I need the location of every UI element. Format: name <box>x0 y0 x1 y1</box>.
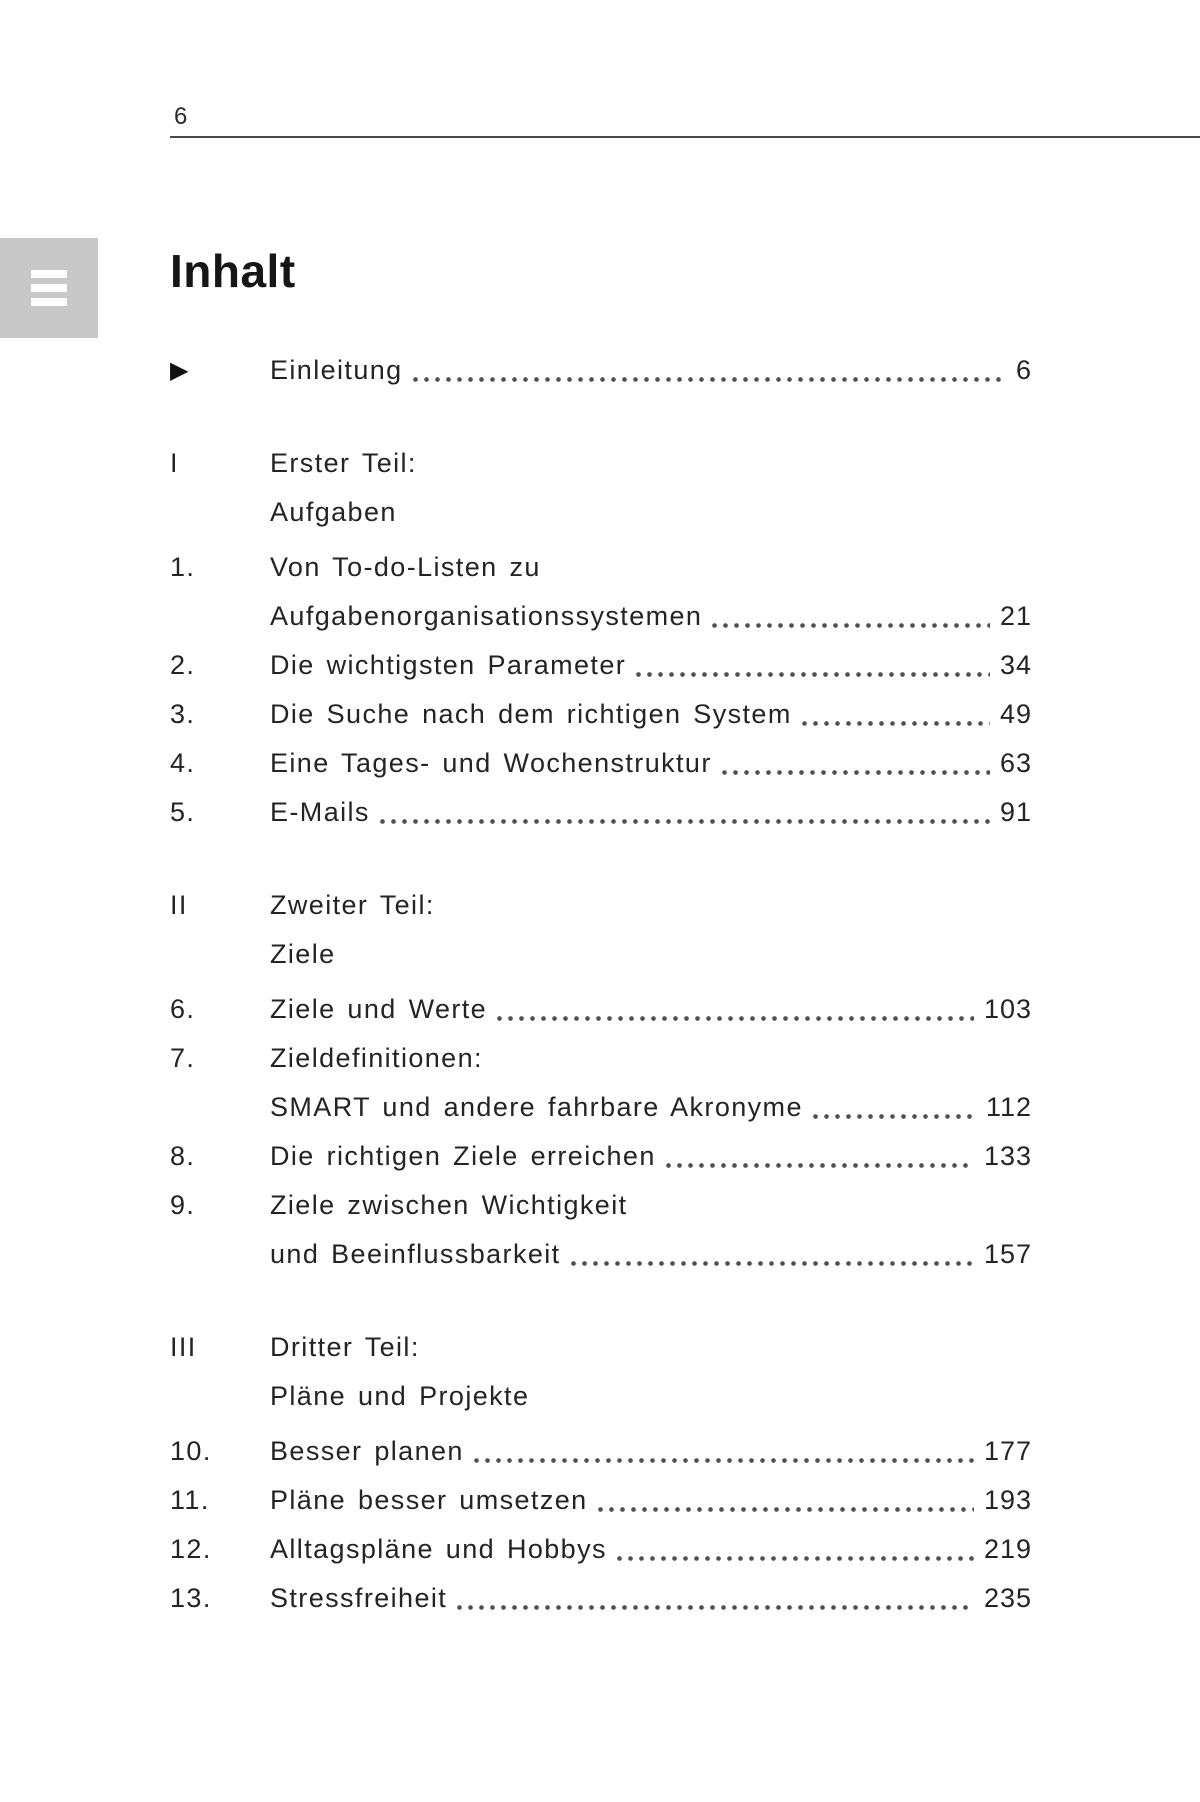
dotted-leader <box>712 739 1000 788</box>
entry-line <box>270 346 1032 395</box>
entry-line <box>270 1181 1032 1230</box>
entry-marker: III <box>170 1332 197 1362</box>
dotted-leader <box>607 1525 984 1574</box>
entry-title: Alltagspläne und Hobbys <box>270 1534 607 1564</box>
dotted-leader <box>626 641 1000 690</box>
folio-rule <box>170 136 1200 138</box>
entry-content <box>270 1132 1032 1181</box>
entry-title: Ziele zwischen Wichtigkeit <box>270 1190 628 1220</box>
entry-content <box>270 439 1032 537</box>
entry-marker: 12. <box>170 1534 212 1564</box>
entry-page-number: 193 <box>983 1485 1032 1515</box>
entry-title: SMART und andere fahrbare Akronyme <box>270 1092 803 1122</box>
toc-entry <box>170 543 1032 641</box>
toc-entry <box>170 1427 1032 1476</box>
triangle-bullet-icon: ▶ <box>170 356 190 384</box>
toc-entry <box>170 641 1032 690</box>
entry-content <box>270 1323 1032 1421</box>
entry-line <box>270 1230 1032 1279</box>
entry-line <box>270 1525 1032 1574</box>
entry-content <box>270 985 1032 1034</box>
toc-entry <box>170 439 1032 537</box>
entry-page-number: 177 <box>983 1436 1032 1466</box>
entry-title: Ziele und Werte <box>270 994 488 1024</box>
entry-page-number: 34 <box>999 650 1032 680</box>
entry-title: Die Suche nach dem richtigen System <box>270 699 792 729</box>
dotted-leader <box>803 1083 986 1132</box>
dotted-leader <box>702 592 1000 641</box>
entry-page-number: 21 <box>999 601 1032 631</box>
entry-marker: I <box>170 448 179 478</box>
entry-content <box>270 690 1032 739</box>
entry-title: Pläne und Projekte <box>270 1381 530 1411</box>
entry-marker: 1. <box>170 552 196 582</box>
toc-entry <box>170 1132 1032 1181</box>
entry-line <box>270 1083 1032 1132</box>
entry-title: Aufgabenorganisationssystemen <box>270 601 703 631</box>
entry-marker: 4. <box>170 748 196 778</box>
toc-list <box>170 346 1032 1623</box>
entry-marker: 6. <box>170 994 196 1024</box>
entry-title: Die wichtigsten Parameter <box>270 650 627 680</box>
entry-line <box>270 1372 1032 1421</box>
entry-marker: 8. <box>170 1141 196 1171</box>
entry-line <box>270 439 1032 488</box>
entry-page-number: 219 <box>983 1534 1032 1564</box>
entry-line <box>270 788 1032 837</box>
entry-content <box>270 1525 1032 1574</box>
toc-entry <box>170 881 1032 979</box>
dotted-leader <box>403 346 1016 395</box>
entry-line <box>270 592 1032 641</box>
entry-page-number: 157 <box>983 1239 1032 1269</box>
entry-marker: 13. <box>170 1583 212 1613</box>
entry-marker: 10. <box>170 1436 212 1466</box>
entry-page-number: 91 <box>999 797 1032 827</box>
entry-title: E-Mails <box>270 797 370 827</box>
page-title: Inhalt <box>170 245 296 297</box>
entry-content <box>270 1427 1032 1476</box>
entry-title: Zweiter Teil: <box>270 890 435 920</box>
toc-entry <box>170 739 1032 788</box>
entry-title: Pläne besser umsetzen <box>270 1485 588 1515</box>
dotted-leader <box>447 1574 984 1623</box>
entry-content <box>270 1181 1032 1279</box>
entry-page-number: 112 <box>985 1092 1032 1122</box>
entry-marker: 11. <box>170 1485 210 1515</box>
entry-title: Eine Tages- und Wochenstruktur <box>270 748 712 778</box>
entry-marker: 2. <box>170 650 196 680</box>
dotted-leader <box>588 1476 984 1525</box>
entry-content <box>270 739 1032 788</box>
entry-line <box>270 1034 1032 1083</box>
entry-marker: 9. <box>170 1190 196 1220</box>
entry-page-number: 103 <box>983 994 1032 1024</box>
folio-number: 6 <box>174 103 189 130</box>
entry-title: Aufgaben <box>270 497 397 527</box>
entry-content <box>270 1476 1032 1525</box>
toc-entry <box>170 788 1032 837</box>
entry-page-number: 63 <box>999 748 1032 778</box>
toc-entry <box>170 1525 1032 1574</box>
menu-tab[interactable] <box>0 238 98 338</box>
toc-entry <box>170 1476 1032 1525</box>
entry-line <box>270 1323 1032 1372</box>
entry-content <box>270 788 1032 837</box>
entry-title: Die richtigen Ziele erreichen <box>270 1141 656 1171</box>
entry-title: Besser planen <box>270 1436 464 1466</box>
toc-entry <box>170 1323 1032 1421</box>
entry-line <box>270 690 1032 739</box>
entry-page-number: 49 <box>999 699 1032 729</box>
entry-line <box>270 488 1032 537</box>
entry-line <box>270 1132 1032 1181</box>
entry-line <box>270 641 1032 690</box>
entry-content <box>270 1034 1032 1132</box>
dotted-leader <box>561 1230 984 1279</box>
entry-marker: 3. <box>170 699 196 729</box>
entry-title: Einleitung <box>270 355 403 385</box>
entry-line <box>270 739 1032 788</box>
entry-title: Zieldefinitionen: <box>270 1043 483 1073</box>
entry-title: Erster Teil: <box>270 448 417 478</box>
entry-line <box>270 1476 1032 1525</box>
entry-marker: II <box>170 890 188 920</box>
entry-title: Stressfreiheit <box>270 1583 448 1613</box>
entry-page-number: 133 <box>983 1141 1032 1171</box>
toc-entry <box>170 346 1032 395</box>
toc-entry <box>170 690 1032 739</box>
entry-marker: 7. <box>170 1043 196 1073</box>
dotted-leader <box>370 788 1000 837</box>
dotted-leader <box>464 1427 984 1476</box>
toc-entry <box>170 985 1032 1034</box>
entry-content <box>270 1574 1032 1623</box>
entry-content <box>270 346 1032 395</box>
entry-page-number: 235 <box>983 1583 1032 1613</box>
entry-line <box>270 985 1032 1034</box>
toc-entry <box>170 1574 1032 1623</box>
dotted-leader <box>656 1132 984 1181</box>
entry-marker: 5. <box>170 797 196 827</box>
dotted-leader <box>487 985 984 1034</box>
entry-line <box>270 930 1032 979</box>
entry-title: Dritter Teil: <box>270 1332 420 1362</box>
entry-line <box>270 881 1032 930</box>
entry-content <box>270 543 1032 641</box>
toc-entry <box>170 1034 1032 1132</box>
entry-line <box>270 1427 1032 1476</box>
entry-title: Ziele <box>270 939 336 969</box>
entry-content <box>270 641 1032 690</box>
hamburger-menu-icon <box>31 270 67 306</box>
toc-entry <box>170 1181 1032 1279</box>
entry-title: und Beeinflussbarkeit <box>270 1239 561 1269</box>
entry-title: Von To-do-Listen zu <box>270 552 541 582</box>
dotted-leader <box>792 690 1000 739</box>
entry-page-number: 6 <box>1015 355 1032 385</box>
entry-content <box>270 881 1032 979</box>
entry-line <box>270 543 1032 592</box>
entry-line <box>270 1574 1032 1623</box>
